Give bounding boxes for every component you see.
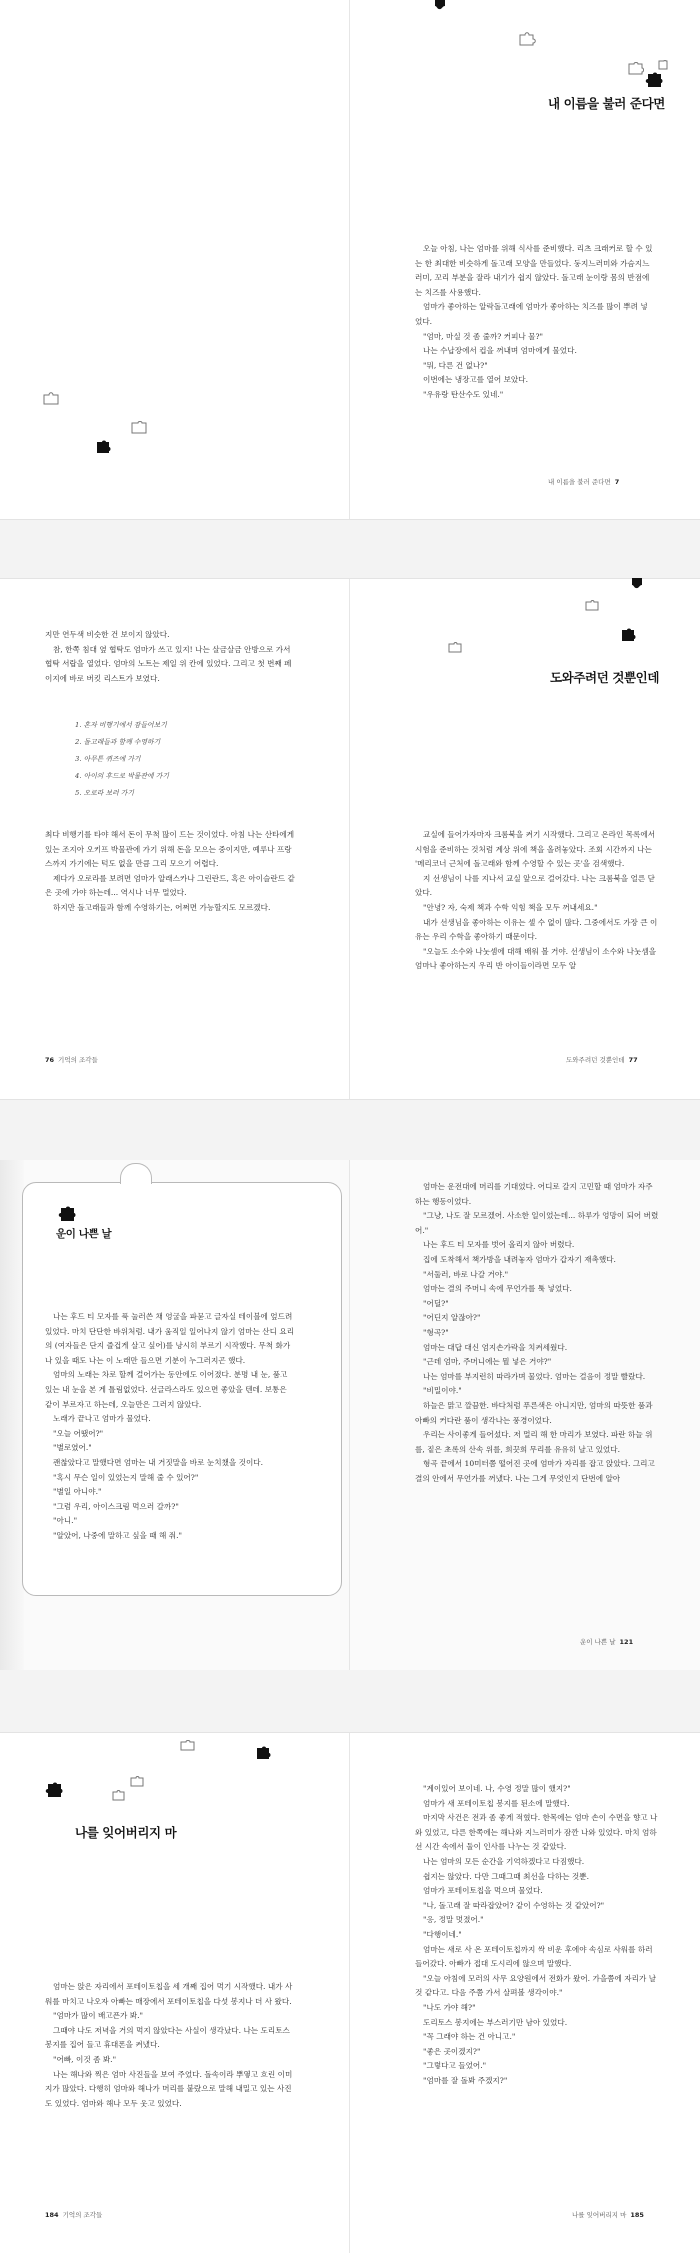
paragraph: "별일 아니야." xyxy=(53,1487,102,1497)
paragraph: "어딘지 알잖아?" xyxy=(423,1313,481,1323)
chapter-title: 운이 나쁜 날 xyxy=(56,1228,112,1240)
paragraph: 엄마는 새로 사 온 포테이토칩까지 싹 비운 후에야 속심로 사워를 하러 들어갔다. 아빠가 접대 도시리에 않으며 말했다. xyxy=(415,1944,653,1969)
paragraph: "비밀이야." xyxy=(423,1386,462,1396)
paragraph: 하지만 돌고래들과 함께 수영하기는, 어쩌면 가능할지도 모르겠다. xyxy=(53,902,271,912)
paragraph: 쉽지는 않았다. 다만 그때그때 최선을 다하는 것뿐. xyxy=(423,1871,590,1881)
paragraph: "나, 돌고래 잘 따라잡았어? 같이 수영하는 것 같았어?" xyxy=(423,1900,605,1910)
page-top-edge xyxy=(0,578,700,579)
gutter-line xyxy=(349,1160,350,1670)
paragraph: "엄마가 많이 배고픈가 봐." xyxy=(53,2011,143,2021)
paragraph: 나는 엄마를 부지런히 따라가며 물었다. 엄마는 걸음이 정말 빨랐다. xyxy=(423,1371,646,1381)
puzzle-board-tab xyxy=(120,1163,152,1184)
puzzle-piece-outline-icon xyxy=(585,600,600,612)
spread-4 xyxy=(0,1732,700,2253)
list-item: 1. 혼자 비행기에서 잠들어보기 xyxy=(75,721,167,729)
puzzle-piece-icon xyxy=(45,1782,63,1798)
paragraph: 교실에 들어가자마자 크롬북을 켜기 시작했다. 그리고 온라인 목록에서 시험을 준비하는 것처럼 계상 위에 책을 올려놓았다. 조회 시간까지 나는 '메리코너 근처에 돌고래와 함께 수영할 수 있는 곳'을 검색했다. xyxy=(415,830,656,869)
paragraph: 엄마는 결의 주머니 속에 무언가를 툭 넣었다. xyxy=(423,1284,572,1294)
page-number: 77 xyxy=(628,1056,638,1064)
page-number: 184 xyxy=(45,2211,59,2219)
puzzle-piece-icon xyxy=(433,0,447,10)
page-body-text xyxy=(45,1310,295,1544)
paragraph: "아니." xyxy=(53,1516,78,1526)
paragraph: 엄마는 대답 대신 엄지손가락을 치켜세웠다. xyxy=(423,1342,568,1352)
paragraph: 엄마는 운전대에 머리를 기대었다. 어디로 갈지 고민할 때 엄마가 자주 하는 행동이었다. xyxy=(415,1182,653,1206)
paragraph: 형곡 끝에서 10미터쯤 떨어진 곳에 엄마가 자리를 잡고 앉았다. 그리고 결의 안에서 무언가를 꺼냈다. 나는 그게 무엇인지 단번에 알아 xyxy=(415,1459,655,1483)
paragraph: "그럼 우리, 아이스크림 먹으러 갈까?" xyxy=(53,1501,179,1511)
page-top-edge xyxy=(0,1732,700,1733)
paragraph: "오늘도 소수와 나눗셈에 대해 배워 볼 거야. 선생님이 소수와 나눗셈을 엄마나 좋아하는지 우리 반 아이들이라면 모두 알 xyxy=(415,946,657,971)
paragraph: "엄마를 잘 돌봐 주겠지?" xyxy=(423,2075,508,2085)
gutter-line xyxy=(349,0,350,520)
paragraph: "다행이네." xyxy=(423,1929,462,1939)
page-body-text xyxy=(415,1180,660,1486)
gutter-line xyxy=(349,578,350,1100)
spread-1 xyxy=(0,0,700,520)
paragraph: 지 선생님이 나를 지나서 교실 앞으로 걸어갔다. 나는 크롬북을 얼른 닫았다. xyxy=(415,873,655,898)
paragraph: "형곡?" xyxy=(423,1327,449,1337)
page-body-text xyxy=(415,1782,660,2088)
page-body-text xyxy=(45,828,295,916)
paragraph: 참, 한쪽 침대 옆 협탁도 엄마가 쓰고 있지! 나는 살금살금 안방으로 가서 협탁 서랍을 열었다. 엄마의 노트는 제일 위 칸에 있었다. 그리고 첫 번째 페이지에 바로 버킷 리스트가 보였다. xyxy=(45,644,292,683)
paragraph: 집에 도착해서 책가방을 내려놓자 엄마가 갑자기 재촉했다. xyxy=(423,1254,616,1264)
puzzle-piece-outline-icon xyxy=(43,392,60,406)
paragraph: "안녕? 자, 숙제 책과 수학 익힘 책을 모두 꺼내세요." xyxy=(423,902,598,912)
paragraph: 그때야 나도 저녁을 거의 먹지 않았다는 사실이 생각났다. 나는 도리토스 봉지를 집어 들고 휴대폰을 켜냈다. xyxy=(45,2025,290,2050)
paragraph: "오늘 어땠어?" xyxy=(53,1428,104,1438)
puzzle-piece-outline-icon xyxy=(448,642,463,654)
folio-title: 기억의 조각들 xyxy=(58,1056,98,1064)
paragraph: "혹시 무슨 일이 있었는지 말해 줄 수 있어?" xyxy=(53,1472,199,1482)
running-footer xyxy=(548,477,623,486)
puzzle-piece-outline-icon xyxy=(180,1740,196,1752)
paragraph: 최다 비행기를 타야 해서 돈이 무척 많이 드는 것이었다. 아침 나는 산타에게 있는 조지아 오키프 박물관에 가기 위해 돈을 모으는 중이지만, 예루나 프랑스까지 가기에는 턱도 없을 만큼 그리 모으기 어렵다. xyxy=(45,830,295,869)
chapter-title: 내 이름을 불러 준다면 xyxy=(548,96,665,111)
bucket-list xyxy=(75,717,169,802)
list-item: 3. 아무튼 퀴즈에 가기 xyxy=(75,755,141,763)
paragraph: "어딜?" xyxy=(423,1298,449,1308)
page-number: 185 xyxy=(630,2211,644,2219)
paragraph: "꼭 그래야 하는 건 아니고." xyxy=(423,2032,516,2042)
puzzle-piece-icon xyxy=(58,1206,76,1222)
folio-title: 나를 잊어버리지 마 xyxy=(572,2211,627,2219)
puzzle-piece-outline-icon xyxy=(518,32,536,46)
paragraph: 노래가 끝나고 엄마가 물었다. xyxy=(53,1414,151,1424)
running-footer xyxy=(45,2210,102,2219)
paragraph: 지만 연두색 비슷한 건 보이지 않았다. xyxy=(45,630,170,639)
page-body-text xyxy=(415,242,655,403)
paragraph: 하늘은 맑고 깔끔한. 바다처럼 푸른색은 아니지만, 엄마의 따뜻한 품과 아빠의 커다란 품이 생각나는 풍경이었다. xyxy=(415,1400,653,1425)
paragraph: 엄마가 포테이토칩을 먹으며 물었다. xyxy=(423,1886,543,1896)
puzzle-piece-outline-icon xyxy=(112,1790,125,1801)
page-gap xyxy=(0,520,700,578)
puzzle-piece-icon xyxy=(255,1746,271,1760)
paragraph: 엄마가 좋아하는 알락돌고래에 엄마가 좋아하는 치즈를 많이 뿌려 넣었다. xyxy=(415,302,648,326)
paragraph: 우리는 사이좋게 들어섰다. 저 멀리 해 한 마리가 보였다. 파란 하늘 위를, 짙은 초록의 산속 위를, 희끗희 무리를 유유히 날고 있었다. xyxy=(415,1430,653,1454)
paragraph: 엄마의 노래는 차로 할께 걸어가는 동안에도 이어졌다. 분명 내 눈, 품고 있는 내 눈을 본 게 틀림없었다. 선글라스라도 있으면 좋았을 텐데. 보통은 같이 부르자고 하는데, 오늘만은 그러지 않았다. xyxy=(45,1370,288,1409)
folio-title: 내 이름을 불러 준다면 xyxy=(548,478,611,486)
paragraph: "나도 가야 해?" xyxy=(423,2002,476,2012)
chapter-title: 나를 잊어버리지 마 xyxy=(75,1825,177,1840)
puzzle-piece-outline-icon xyxy=(130,1776,145,1788)
list-item: 2. 돌고래들과 함께 수영하기 xyxy=(75,738,161,746)
folio-title: 도와주려던 것뿐인데 xyxy=(566,1056,625,1064)
paragraph: "별로였어." xyxy=(53,1443,92,1453)
paragraph: 엄마가 새 포테이토칩 봉지를 된소에 말했다. xyxy=(423,1798,570,1808)
chapter-title: 도와주려던 것뿐인데 xyxy=(550,670,660,685)
puzzle-piece-icon xyxy=(620,628,636,642)
page-body-text xyxy=(45,1980,295,2111)
paragraph: "오늘 아침에 모러의 사무 요양원에서 전화가 왔어. 가을쯤에 자리가 날 것 같다고. 다음 주쯤 가서 살펴볼 생각이야." xyxy=(415,1973,657,1998)
paragraph: "알았어, 나중에 말하고 싶을 때 해 줘." xyxy=(53,1530,182,1540)
paragraph: 나는 후드 티 모자를 벗어 올리지 않아 버렸다. xyxy=(423,1240,575,1250)
puzzle-piece-icon xyxy=(630,578,644,590)
paragraph: "근데 엄마, 주머니에는 뭘 넣은 거야?" xyxy=(423,1357,552,1367)
page-gap xyxy=(0,1670,700,1732)
puzzle-piece-icon xyxy=(95,440,111,454)
paragraph: 내가 선생님을 좋아하는 이유는 셀 수 없이 많다. 그중에서도 가장 큰 이유는 우리 수학을 좋아하기 때문이다. xyxy=(415,917,658,942)
paragraph: 나는 해나와 찍은 엄마 사진들을 보여 주었다. 돌속이라 뿌옇고 흐린 이미지가 많았다. 다행히 엄마와 해나가 머리를 붙랐으로 말해 내밀고 있는 사진도 있었다. 엄마와 해나 모두 웃고 있었다. xyxy=(45,2069,293,2108)
paragraph: "응, 정말 멋졌어." xyxy=(423,1915,484,1925)
page-number: 76 xyxy=(45,1056,55,1064)
paragraph: "좋은 곳이겠지?" xyxy=(423,2046,481,2056)
list-item: 4. 아이의 후드로 박물관에 가기 xyxy=(75,772,169,780)
paragraph: 나는 후드 티 모자를 푹 눌러쓴 채 엉굴을 파묻고 글자실 테이블에 엎드려 있었다. 마치 단단한 바위처럼. 내가 움직일 일어나지 않기 엄마는 산디 요리의 (여자들은 단지 즐겁게 살고 싶어)를 낭시히 부르기 시작했다. 무척 화가 나 있을 때도 나는 이 노래만 들으면 기분이 누그러지곤 했다. xyxy=(45,1312,295,1365)
list-item: 5. 오로라 보러 가기 xyxy=(75,789,134,797)
paragraph: 도리토스 봉지에는 부스러기만 남아 있었다. xyxy=(423,2017,568,2027)
puzzle-piece-outline-icon xyxy=(628,62,644,75)
running-footer xyxy=(580,1637,637,1646)
page-gap xyxy=(0,1100,700,1160)
paragraph: 오늘 아침, 나는 엄마를 위해 식사를 준비했다. 리츠 크래커로 할 수 있는 한 최대한 비슷하게 돌고래 모양을 만들었다. 둥지느러미와 가슴지느러미, 꼬리 부분을 잘라 내기가 쉽지 않았다. 돌고래 눈이랑 몸의 반점에는 치즈를 사용했다. xyxy=(415,244,653,297)
folio-title: 운이 나쁜 날 xyxy=(580,1638,616,1646)
gutter-line xyxy=(349,1732,350,2253)
paragraph: 마지막 사건은 전과 좀 좋게 적혔다. 한목에는 엄마 손이 수면을 향고 나와 있었고, 다른 한쪽에는 해나와 지느러미가 잠깐 나와 있었다. 마치 엄하선 시간 속에서 둘이 인사를 나누는 것 같았다. xyxy=(415,1813,658,1852)
puzzle-piece-outline-icon xyxy=(658,60,668,70)
running-footer xyxy=(566,1055,642,1064)
paragraph: "우유랑 탄산수도 있네." xyxy=(423,389,504,399)
paragraph: 나는 수납장에서 컵을 꺼내며 엄마에게 물었다. xyxy=(423,346,577,356)
paragraph: "계이있어 보이네. 나, 수영 정말 많이 했지?" xyxy=(423,1784,571,1793)
paragraph: 이번에는 냉장고를 열어 보았다. xyxy=(423,375,529,385)
page-number: 121 xyxy=(619,1638,634,1646)
paragraph: "어빠, 이것 좀 봐." xyxy=(53,2054,117,2064)
running-footer xyxy=(45,1055,98,1064)
page-shadow xyxy=(0,1160,24,1670)
folio-title: 기억의 조각들 xyxy=(62,2211,103,2219)
page-body-text xyxy=(415,828,660,974)
paragraph: "그냥, 나도 잘 모르겠어. 사소한 일이었는데... 하루가 엉망이 되어 버렸어." xyxy=(415,1211,659,1235)
paragraph: 괜찮았다고 말했다면 엄마는 내 거짓말을 바로 눈치챘을 것이다. xyxy=(53,1457,264,1467)
page-number: 7 xyxy=(614,478,620,486)
spread-2 xyxy=(0,578,700,1100)
puzzle-piece-icon xyxy=(645,72,663,88)
running-footer xyxy=(572,2210,648,2219)
paragraph: "그렇다고 들었어." xyxy=(423,2061,487,2071)
page-body-text xyxy=(45,628,295,686)
paragraph: 제다가 오로라를 보려면 엄마가 알래스카나 그린란드, 혹은 아이슬란드 같은 곳에 가야 하는데... 역시나 너무 멀었다. xyxy=(45,873,295,898)
paragraph: "뭐, 다른 건 없나?" xyxy=(423,360,488,370)
paragraph: 엄마는 앉은 자리에서 포테이토칩을 세 개째 집어 먹기 시작했다. 내가 사워를 마치고 나오자 아빠는 매장에서 포테이토칩을 다섯 봉지나 더 사 왔다. xyxy=(45,1982,293,2006)
paragraph: "서둘러, 바로 나갈 거야." xyxy=(423,1269,509,1279)
paragraph: 나는 엄마의 모든 순간을 기억하겠다고 다짐했다. xyxy=(423,1856,585,1866)
paragraph: "엄마, 마실 것 좀 줄까? 커피나 물?" xyxy=(423,331,544,341)
puzzle-piece-outline-icon xyxy=(130,421,148,435)
